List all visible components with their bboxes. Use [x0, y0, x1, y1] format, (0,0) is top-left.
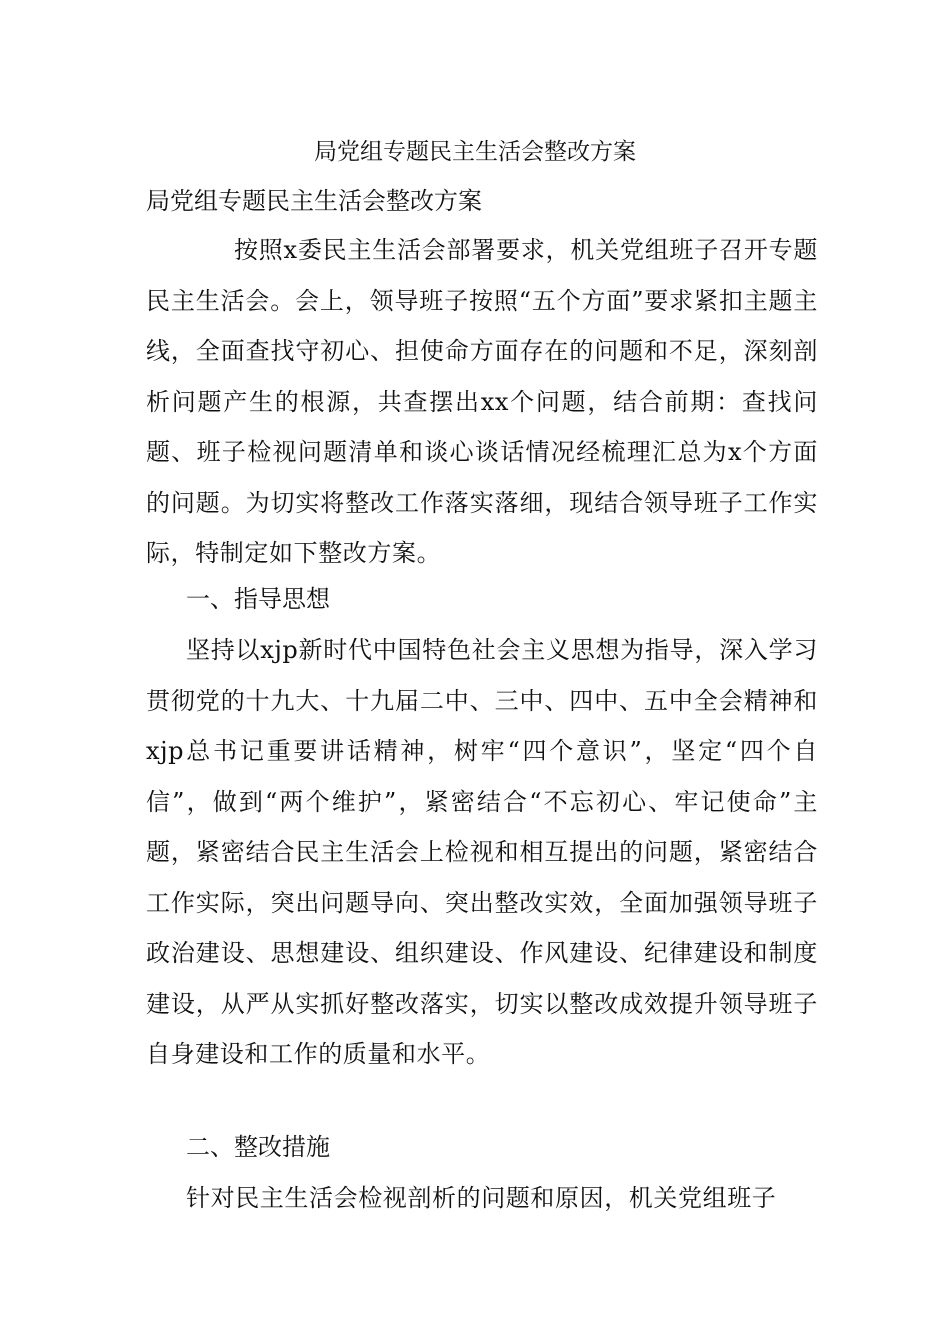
rectification-measures-paragraph: 针对民主生活会检视剖析的问题和原因，机关党组班子: [186, 1184, 777, 1212]
document-subtitle: 局党组专题民主生活会整改方案: [146, 187, 482, 215]
document-title: 局党组专题民主生活会整改方案: [314, 139, 636, 165]
intro-paragraph: 按照x委民主生活会部署要求，机关党组班子召开专题民主生活会。会上，领导班子按照“五个方面”要求紧扣主题主线，全面查找守初心、担使命方面存在的问题和不足，深刻剖析问题产生的根源，共查摆出xx个问题，结合前期：查找问题、班子检视问题清单和谈心谈话情况经梳理汇总为x个方面的问题。为切实将整改工作落实落细，现结合领导班子工作实际，特制定如下整改方案。: [146, 236, 818, 567]
section-heading-guiding-ideology: 一、指导思想: [186, 585, 330, 613]
guiding-ideology-paragraph: 坚持以xjp新时代中国特色社会主义思想为指导，深入学习贯彻党的十九大、十九届二中、三中、四中、五中全会精神和xjp总书记重要讲话精神，树牢“四个意识”，坚定“四个自信”，做到“两个维护”，紧密结合“不忘初心、牢记使命”主题，紧密结合民主生活会上检视和相互提出的问题，紧密结合工作实际，突出问题导向、突出整改实效，全面加强领导班子政治建设、思想建设、组织建设、作风建设、纪律建设和制度建设，从严从实抓好整改落实，切实以整改成效提升领导班子自身建设和工作的质量和水平。: [146, 636, 818, 1068]
section-heading-rectification-measures: 二、整改措施: [186, 1133, 330, 1161]
